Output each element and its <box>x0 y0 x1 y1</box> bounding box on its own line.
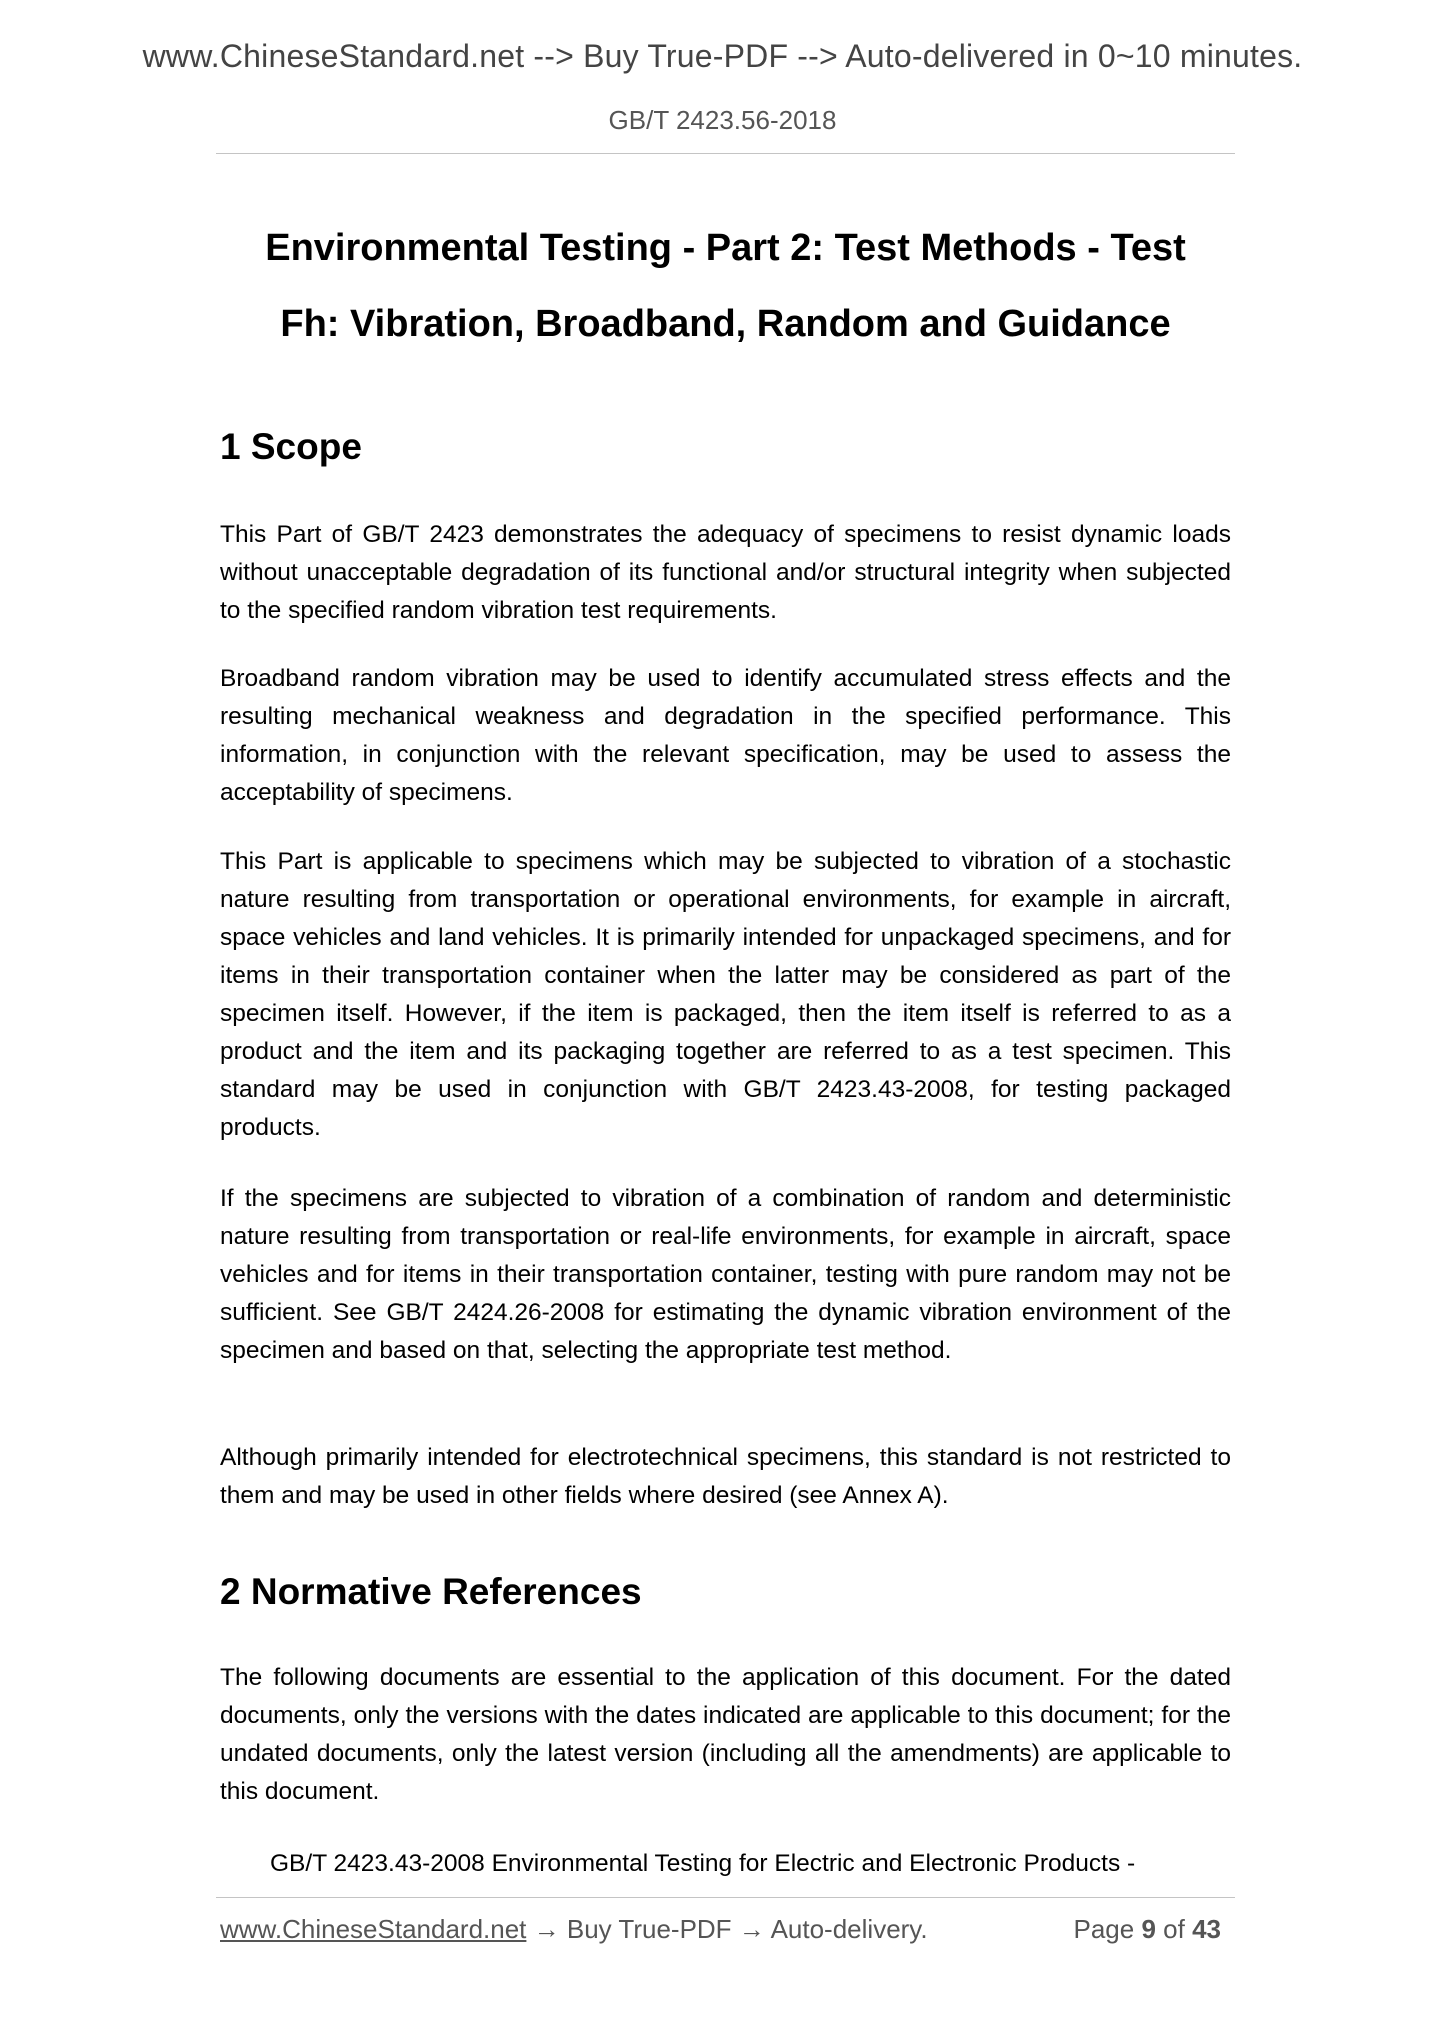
page-label: Page <box>1073 1914 1135 1944</box>
standard-code: GB/T 2423.56-2018 <box>608 105 837 135</box>
section-heading-normative-references: 2 Normative References <box>220 1571 642 1612</box>
normative-references-paragraph: The following documents are essential to the application of this document. For the dated documents, only the versions with the dates indicated are applicable to this document; for the undated documents, only the latest version (including all the amendments) are applicable to this document. <box>220 1664 1231 1805</box>
page-indicator <box>1073 1914 1221 1945</box>
footer-website-link[interactable]: www.ChineseStandard.net <box>220 1914 527 1944</box>
page-of: of <box>1163 1914 1185 1944</box>
page-footer <box>220 1914 1231 1945</box>
document-title <box>216 210 1235 362</box>
footer-tagline: → Buy True-PDF → Auto-delivery. <box>526 1914 928 1944</box>
document-title-line-1: Environmental Testing - Part 2: Test Methods - Test <box>265 227 1186 269</box>
footer-divider <box>216 1897 1235 1898</box>
scope-paragraph-4: If the specimens are subjected to vibration of a combination of random and deterministic nature resulting from transportation or real-life environments, for example in aircraft, space vehicles and for items in their transportation container, testing with pure random may not be sufficient. See GB/T 2424.26-2008 for estimating the dynamic vibration environment of the specimen and based on that, selecting the appropriate test method. <box>220 1185 1231 1364</box>
scope-paragraph-2: Broadband random vibration may be used to identify accumulated stress effects and the resulting mechanical weakness and degradation in the specified performance. This information, in conjunction with the relevant specification, may be used to assess the acceptability of specimens. <box>220 665 1231 806</box>
header-divider <box>216 153 1235 154</box>
top-banner: www.ChineseStandard.net --> Buy True-PDF --> Auto-delivered in 0~10 minutes. <box>142 38 1303 74</box>
page-total: 43 <box>1192 1914 1221 1944</box>
reference-entry: GB/T 2423.43-2008 Environmental Testing for Electric and Electronic Products - <box>270 1850 1136 1877</box>
document-title-line-2: Fh: Vibration, Broadband, Random and Guidance <box>280 303 1171 345</box>
section-heading-scope: 1 Scope <box>220 426 362 467</box>
scope-paragraph-1: This Part of GB/T 2423 demonstrates the adequacy of specimens to resist dynamic loads without unacceptable degradation of its functional and/or structural integrity when subjected to the specified random vibration test requirements. <box>220 521 1231 624</box>
scope-paragraph-5: Although primarily intended for electrotechnical specimens, this standard is not restricted to them and may be used in other fields where desired (see Annex A). <box>220 1444 1231 1509</box>
page-current: 9 <box>1141 1914 1156 1944</box>
scope-paragraph-3: This Part is applicable to specimens which may be subjected to vibration of a stochastic nature resulting from transportation or operational environments, for example in aircraft, space vehicles and land vehicles. It is primarily intended for unpackaged specimens, and for items in their transportation container when the latter may be considered as part of the specimen itself. However, if the item is packaged, then the item itself is referred to as a product and the item and its packaging together are referred to as a test specimen. This standard may be used in conjunction with GB/T 2423.43-2008, for testing packaged products. <box>220 848 1231 1141</box>
